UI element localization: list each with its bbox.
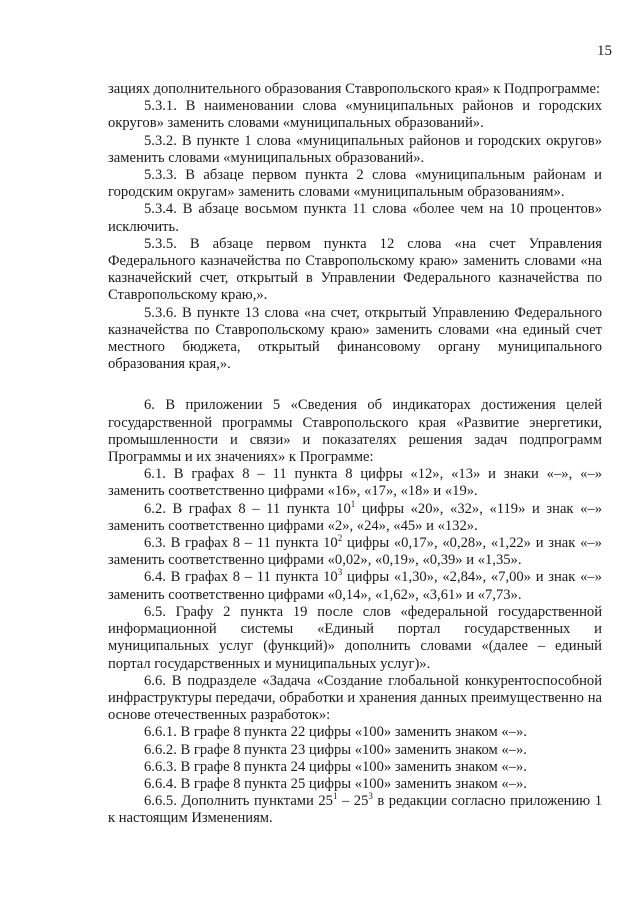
superscript-index: 3 xyxy=(337,567,343,578)
superscript-index: 1 xyxy=(350,498,356,509)
paragraph-6-4-text: цифры «1,30», «2,84», «7,00» и знак «–» заменить соответственно цифрами «0,14», «1,62», «3,61» и «7,73». xyxy=(108,569,602,603)
paragraph-6-2-text: 6.2. В графах 8 – 11 пункта 10 xyxy=(144,500,351,517)
paragraph-6-6-5-text: – 25 xyxy=(337,793,369,810)
superscript-index: 1 xyxy=(332,791,338,802)
paragraph-6-6: 6.6. В подразделе «Задача «Создание глобальной конкурентоспособной инфраструктуры передачи, обработки и хранения данных преимущественно на основе отечественных разработок»: xyxy=(108,672,602,724)
paragraph-6-2-text: цифры «20», «32», «119» и знак «–» заменить соответственно цифрами «2», «24», «45» и «132». xyxy=(108,500,602,534)
superscript-index: 2 xyxy=(337,533,343,544)
paragraph-5-3-1: 5.3.1. В наименовании слова «муниципальных районов и городских округов» заменить словами «муниципальных образований». xyxy=(108,98,602,132)
paragraph-6-6-5-text: в редакции согласно приложению 1 к настоящим Изменениям. xyxy=(108,793,602,827)
section-gap xyxy=(108,373,602,397)
paragraph-6-3-text: цифры «0,17», «0,28», «1,22» и знак «–» заменить соответственно цифрами «0,02», «0,19», «0,39» и «1,35». xyxy=(108,535,602,569)
paragraph-6-6-5-text: 6.6.5. Дополнить пунктами 25 xyxy=(144,793,333,810)
superscript-index: 3 xyxy=(368,791,373,802)
paragraph-5-3-2: 5.3.2. В пункте 1 слова «муниципальных районов и городских округов» заменить словами «муниципальных образований». xyxy=(108,132,602,166)
page-number: 15 xyxy=(597,43,612,59)
paragraph-5-3-6: 5.3.6. В пункте 13 слова «на счет, открытый Управлению Федерального казначейства по Ставропольскому краю» заменить словами «на единый счет местного бюджета, открытый финансовому органу муниципального образования края,». xyxy=(108,304,602,373)
paragraph-5-3-3: 5.3.3. В абзаце первом пункта 2 слова «муниципальным районам и городским округам» заменить словами «муниципальным образованиям». xyxy=(108,167,602,201)
paragraph-6-6-5 xyxy=(108,793,602,827)
paragraph-6-6-4: 6.6.4. В графе 8 пункта 25 цифры «100» заменить знаком «–». xyxy=(144,775,527,792)
paragraph-6-6-2: 6.6.2. В графе 8 пункта 23 цифры «100» заменить знаком «–». xyxy=(144,741,527,758)
paragraph-6-2 xyxy=(108,498,602,535)
paragraph-6-5: 6.5. Графу 2 пункта 19 после слов «федеральной государственной информационной системы «Единый портал государственных и муниципальных услуг (функций)» дополнить словами «(далее – единый портал государственных и муниципальных услуг)». xyxy=(108,603,602,672)
paragraph-continuation: зациях дополнительного образования Ставропольского края» к Подпрограмме: xyxy=(108,81,601,97)
paragraph-6-6-3: 6.6.3. В графе 8 пункта 24 цифры «100» заменить знаком «–». xyxy=(144,758,527,775)
paragraph-6-1: 6.1. В графах 8 – 11 пункта 8 цифры «12», «13» и знаки «–», «–» заменить соответственно цифрами «16», «17», «18» и «19». xyxy=(108,466,602,500)
paragraph-5-3-4: 5.3.4. В абзаце восьмом пункта 11 слова «более чем на 10 процентов» исключить. xyxy=(108,201,602,235)
paragraph-6-6-1: 6.6.1. В графе 8 пункта 22 цифры «100» заменить знаком «–». xyxy=(144,724,527,741)
paragraph-6-3 xyxy=(108,535,602,569)
paragraph-6-4-text: 6.4. В графах 8 – 11 пункта 10 xyxy=(144,569,338,586)
paragraph-6-4 xyxy=(108,569,602,603)
document-body xyxy=(108,81,602,828)
paragraph-5-3-5: 5.3.5. В абзаце первом пункта 12 слова «на счет Управления Федерального казначейства по Ставропольскому краю» заменить словами «на казначейский счет, открытый в Управлении Федерального казначейства по Ставропольскому краю,». xyxy=(108,235,602,304)
paragraph-6: 6. В приложении 5 «Сведения об индикаторах достижения целей государственной программы Ставропольского края «Развитие энергетики, промышленности и связи» и показателях решения задач подпрограмм Программы и их значениях» к Программе: xyxy=(108,397,602,466)
paragraph-6-3-text: 6.3. В графах 8 – 11 пункта 10 xyxy=(144,535,338,552)
